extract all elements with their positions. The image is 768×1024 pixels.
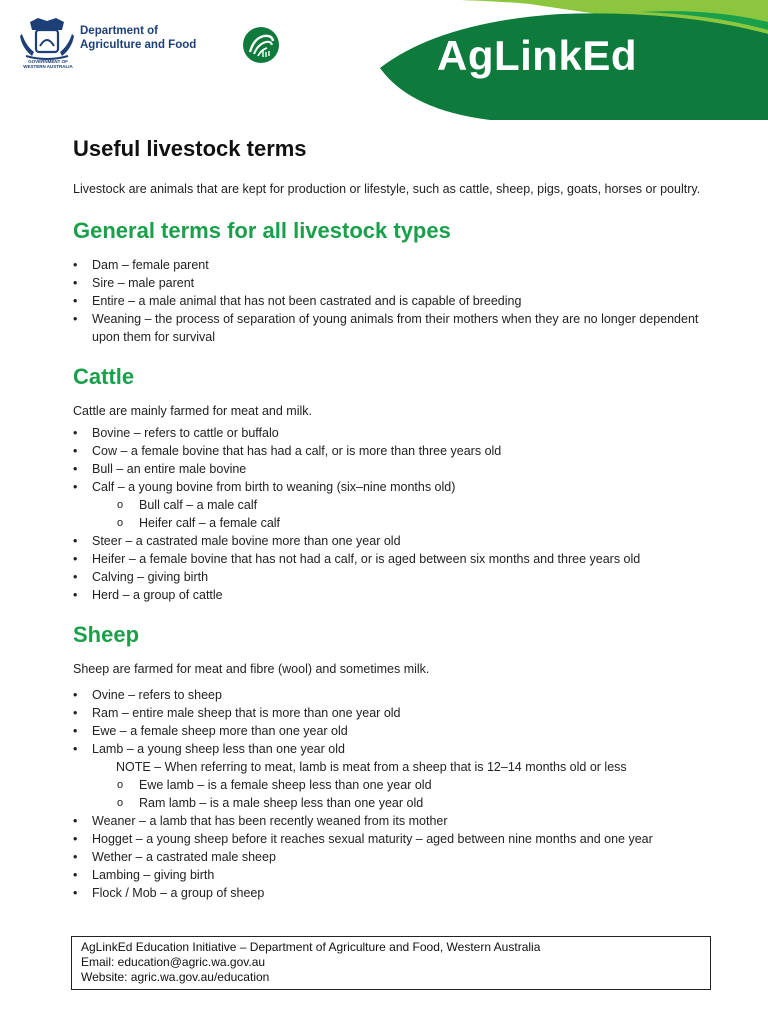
footer-initiative: AgLinkEd Education Initiative – Department of Agriculture and Food, Western Australia [81,940,541,954]
list-item: • Lamb – a young sheep less than one year old [73,740,723,758]
list-item: • Wether – a castrated male sheep [73,848,723,866]
list-item: • Lambing – giving birth [73,866,723,884]
list-item: • Steer – a castrated male bovine more than one year old [73,532,723,550]
brand-title: AgLinkEd [437,32,637,79]
list-item: o Ram lamb – is a male sheep less than one year old [73,794,723,812]
list-item: • Heifer – a female bovine that has not had a calf, or is aged between six months and three years old [73,550,723,568]
list-item: • Ram – entire male sheep that is more than one year old [73,704,723,722]
list-item: • Ewe – a female sheep more than one year old [73,722,723,740]
intro-paragraph: Livestock are animals that are kept for production or lifestyle, such as cattle, sheep, pigs, goats, horses or poultry. [73,182,701,196]
list-item: • Dam – female parent [73,256,723,274]
general-heading: General terms for all livestock types [73,218,451,243]
government-label: GOVERNMENT OF WESTERN AUSTRALIA [23,59,73,69]
list-item: o Bull calf – a male calf [73,496,723,514]
footer-website[interactable]: Website: agric.wa.gov.au/education [81,970,270,984]
list-item: • Bovine – refers to cattle or buffalo [73,424,723,442]
general-list [73,256,723,346]
list-item: • Flock / Mob – a group of sheep [73,884,723,902]
note-item: NOTE – When referring to meat, lamb is meat from a sheep that is 12–14 months old or less [116,760,627,774]
page-header [0,0,768,120]
list-item: o Ewe lamb – is a female sheep less than one year old [73,776,723,794]
list-item: • Hogget – a young sheep before it reaches sexual maturity – aged between nine months and one year [73,830,723,848]
sheep-list [73,686,723,902]
list-item: o Heifer calf – a female calf [73,514,723,532]
leaf-logo-icon [242,26,280,64]
list-item: • Weaner – a lamb that has been recently weaned from its mother [73,812,723,830]
list-item: • Bull – an entire male bovine [73,460,723,478]
department-name: Department of Agriculture and Food [80,25,197,51]
list-item: • Sire – male parent [73,274,723,292]
sheep-heading: Sheep [73,622,140,647]
list-item: • Calving – giving birth [73,568,723,586]
cattle-intro: Cattle are mainly farmed for meat and milk. [73,404,312,418]
footer-box [71,936,711,990]
list-item: • Entire – a male animal that has not been castrated and is capable of breeding [73,292,723,310]
list-item: • Weaning – the process of separation of young animals from their mothers when they are no longer dependent upon them for survival [73,310,723,346]
list-item: • Calf – a young bovine from birth to weaning (six–nine months old) [73,478,723,496]
list-item: • Cow – a female bovine that has had a calf, or is more than three years old [73,442,723,460]
footer-email[interactable]: Email: education@agric.wa.gov.au [81,955,266,969]
page-title: Useful livestock terms [73,136,307,161]
cattle-heading: Cattle [73,364,135,389]
cattle-list [73,424,723,604]
sheep-intro: Sheep are farmed for meat and fibre (wool) and sometimes milk. [73,662,430,676]
document-body [73,136,723,914]
list-item: • Ovine – refers to sheep [73,686,723,704]
list-item: • Herd – a group of cattle [73,586,723,604]
